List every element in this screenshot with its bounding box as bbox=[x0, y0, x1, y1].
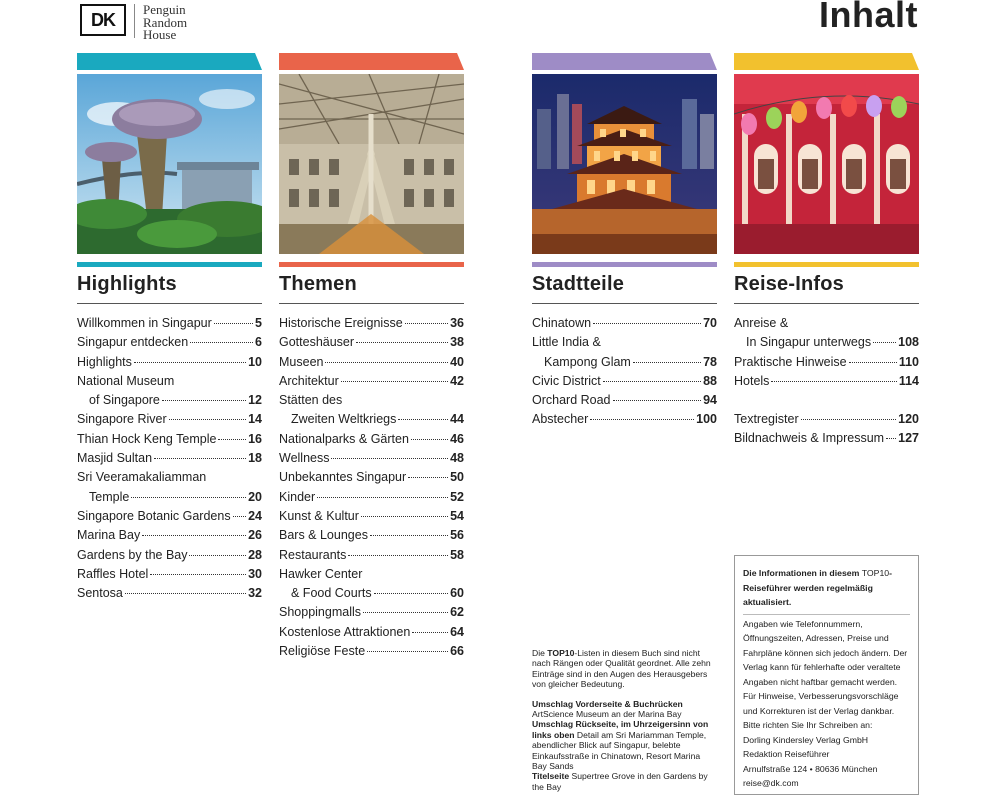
toc-entry-line bbox=[279, 526, 464, 545]
toc-entry-label: Civic District bbox=[532, 373, 601, 388]
toc-entry[interactable] bbox=[77, 333, 262, 352]
credit-label: Titelseite bbox=[532, 771, 570, 782]
toc-page-number: 10 bbox=[248, 354, 262, 369]
dot-leader bbox=[154, 458, 246, 459]
cover-front-credit bbox=[532, 699, 712, 720]
toc-page-number: 40 bbox=[450, 354, 464, 369]
toc-entry-label: Stätten des bbox=[279, 393, 343, 408]
credit-label: Umschlag Vorderseite & Buchrücken bbox=[532, 698, 683, 709]
toc-page-number: 78 bbox=[703, 354, 717, 369]
toc-page-number: 42 bbox=[450, 373, 464, 388]
toc-entry[interactable] bbox=[532, 410, 717, 429]
dot-leader bbox=[849, 362, 897, 363]
dot-leader bbox=[348, 555, 448, 556]
toc-entry-line-continued bbox=[77, 372, 262, 391]
toc-entry-label: Highlights bbox=[77, 354, 132, 369]
toc-entry-label: Religiöse Feste bbox=[279, 644, 366, 659]
dot-leader bbox=[590, 419, 694, 420]
section-reiseinfos bbox=[734, 53, 919, 449]
toc-entry-line bbox=[279, 507, 464, 526]
toc-entry-line bbox=[279, 642, 464, 661]
toc-entry-line bbox=[279, 353, 464, 372]
toc-entry-line bbox=[77, 449, 262, 468]
dk-logo: DK bbox=[80, 4, 126, 36]
toc-entry[interactable] bbox=[279, 430, 464, 449]
toc-entry-label: Singapur entdecken bbox=[77, 335, 189, 350]
section-title: Reise-Infos bbox=[734, 273, 919, 304]
toc-page-number: 127 bbox=[898, 431, 919, 446]
toc-entry-label: Hotels bbox=[734, 373, 770, 388]
publisher-address bbox=[743, 733, 910, 791]
toc-entry-label: Textregister bbox=[734, 412, 799, 427]
dot-leader bbox=[131, 497, 246, 498]
toc-page-number: 5 bbox=[255, 316, 262, 330]
top10-mark: TOP10 bbox=[861, 568, 890, 578]
toc-entry[interactable] bbox=[279, 372, 464, 391]
toc-page-number: 88 bbox=[703, 373, 717, 388]
note-text: Die bbox=[532, 648, 548, 658]
toc-entry-label: Masjid Sultan bbox=[77, 451, 153, 466]
toc-entry-line bbox=[734, 333, 919, 352]
toc-entry[interactable] bbox=[532, 314, 717, 333]
toc-entry-line bbox=[734, 372, 919, 391]
section-photo bbox=[734, 74, 919, 254]
dot-leader bbox=[341, 381, 448, 382]
toc-entry-line bbox=[279, 449, 464, 468]
section-bar bbox=[734, 262, 919, 267]
toc-entry-label: Kinder bbox=[279, 489, 316, 504]
toc-entry-line bbox=[532, 372, 717, 391]
toc-page-number: 70 bbox=[703, 316, 717, 330]
toc-entry[interactable] bbox=[77, 449, 262, 468]
toc-entry-line bbox=[734, 410, 919, 429]
section-title: Highlights bbox=[77, 273, 262, 304]
section-bar bbox=[77, 262, 262, 267]
toc-page-number: 20 bbox=[248, 489, 262, 504]
dot-leader bbox=[613, 400, 702, 401]
toc-entry-label: Thian Hock Keng Temple bbox=[77, 431, 217, 446]
credit-text: ArtScience Museum an der Marina Bay bbox=[532, 709, 682, 720]
toc-page-number: 64 bbox=[450, 624, 464, 639]
dot-leader bbox=[325, 362, 448, 363]
ranking-note bbox=[532, 648, 712, 690]
toc-entry-label: Kunst & Kultur bbox=[279, 508, 359, 523]
toc-entry[interactable] bbox=[279, 623, 464, 642]
toc-entry-label: In Singapur unterwegs bbox=[746, 335, 872, 350]
toc-entry[interactable] bbox=[532, 333, 717, 372]
toc-page-number: 24 bbox=[248, 508, 262, 523]
toc-entry[interactable] bbox=[279, 642, 464, 661]
toc-entry[interactable] bbox=[279, 314, 464, 333]
toc-entry[interactable] bbox=[77, 565, 262, 584]
toc-entry-label: Marina Bay bbox=[77, 528, 141, 543]
toc-page-number: 48 bbox=[450, 451, 464, 466]
dot-leader bbox=[603, 381, 701, 382]
address-line: Dorling Kindersley Verlag GmbH bbox=[743, 734, 869, 745]
toc-entry[interactable] bbox=[279, 391, 464, 430]
toc-entry-line bbox=[279, 468, 464, 487]
info-box-heading bbox=[743, 566, 910, 610]
toc-list bbox=[77, 314, 262, 603]
section-themen bbox=[279, 53, 464, 661]
dot-leader bbox=[633, 362, 701, 363]
dot-leader bbox=[411, 439, 448, 440]
dot-leader bbox=[190, 342, 253, 343]
dot-leader bbox=[356, 342, 448, 343]
toc-page-number: 16 bbox=[248, 431, 262, 446]
imprint-logo bbox=[143, 4, 187, 42]
section-tab bbox=[734, 53, 919, 70]
toc-list bbox=[279, 314, 464, 661]
dot-leader bbox=[218, 439, 246, 440]
toc-entry-line bbox=[77, 507, 262, 526]
toc-entry-label: Temple bbox=[89, 489, 130, 504]
toc-entry-label: & Food Courts bbox=[291, 586, 372, 601]
info-text: Die Informationen in diesem bbox=[743, 568, 862, 578]
toc-entry-line bbox=[77, 526, 262, 545]
toc-entry-label: Little India & bbox=[532, 335, 601, 350]
toc-entry[interactable] bbox=[279, 468, 464, 487]
toc-entry-line bbox=[279, 314, 464, 333]
address-line: Redaktion Reiseführer bbox=[743, 749, 830, 759]
info-text: -Reiseführer werden regelmäßig aktualisiert. bbox=[743, 568, 893, 607]
toc-entry-line bbox=[77, 565, 262, 584]
dot-leader bbox=[162, 400, 246, 401]
toc-entry-label: Sri Veeramakaliamman bbox=[77, 470, 207, 485]
dot-leader bbox=[408, 477, 448, 478]
toc-entry-label: Zweiten Weltkriegs bbox=[291, 412, 397, 427]
toc-page-number: 54 bbox=[450, 508, 464, 523]
toc-entry[interactable] bbox=[77, 353, 262, 372]
toc-page-number: 100 bbox=[696, 412, 717, 427]
toc-entry-label: Kostenlose Attraktionen bbox=[279, 624, 411, 639]
toc-entry-line bbox=[77, 410, 262, 429]
toc-entry-label: Gotteshäuser bbox=[279, 335, 355, 350]
title-page-credit bbox=[532, 771, 712, 792]
dot-leader bbox=[412, 632, 448, 633]
architecture-photo bbox=[279, 74, 464, 254]
legal-notes bbox=[532, 648, 712, 792]
shophouse-lanterns-photo bbox=[734, 74, 919, 254]
toc-page-number: 28 bbox=[248, 547, 262, 562]
toc-entry-line bbox=[279, 584, 464, 603]
toc-entry-line bbox=[77, 353, 262, 372]
section-title: Themen bbox=[279, 273, 464, 304]
dot-leader bbox=[142, 535, 246, 536]
toc-entry[interactable] bbox=[279, 603, 464, 622]
top10-mark: TOP10 bbox=[547, 648, 575, 658]
toc-entry-line bbox=[77, 488, 262, 507]
toc-entry-line bbox=[279, 372, 464, 391]
section-photo bbox=[77, 74, 262, 254]
toc-entry[interactable] bbox=[77, 314, 262, 333]
toc-entry-line bbox=[279, 430, 464, 449]
toc-entry-label: Praktische Hinweise bbox=[734, 354, 847, 369]
section-bar bbox=[532, 262, 717, 267]
temple-night-photo bbox=[532, 74, 717, 254]
credit-text: Supertree Grove in den Gardens by the Bay bbox=[532, 771, 708, 792]
page-title: Inhalt bbox=[819, 0, 918, 35]
toc-page-number: 62 bbox=[450, 605, 464, 620]
toc-entry-label: Bars & Lounges bbox=[279, 528, 368, 543]
toc-entry-line bbox=[532, 391, 717, 410]
section-photo bbox=[279, 74, 464, 254]
toc-page-number: 114 bbox=[898, 373, 919, 388]
toc-entry-label: Chinatown bbox=[532, 316, 592, 330]
toc-entry[interactable] bbox=[734, 372, 919, 391]
toc-entry-label: Raffles Hotel bbox=[77, 566, 149, 581]
toc-entry-line bbox=[77, 333, 262, 352]
dot-leader bbox=[317, 497, 448, 498]
toc-entry[interactable] bbox=[77, 410, 262, 429]
toc-page-number: 26 bbox=[248, 528, 262, 543]
toc-page-number: 46 bbox=[450, 431, 464, 446]
dot-leader bbox=[150, 574, 246, 575]
toc-entry[interactable] bbox=[279, 488, 464, 507]
toc-entry-line-continued bbox=[279, 391, 464, 410]
toc-page-number: 52 bbox=[450, 489, 464, 504]
dot-leader bbox=[405, 323, 448, 324]
credit-label: Umschlag Rückseite, im Uhrzeigersinn von links oben bbox=[532, 719, 709, 740]
toc-spacer bbox=[734, 391, 919, 410]
toc-entry[interactable] bbox=[734, 410, 919, 429]
toc-entry-label: Orchard Road bbox=[532, 393, 611, 408]
toc-entry-label: National Museum bbox=[77, 373, 175, 388]
toc-entry[interactable] bbox=[77, 584, 262, 603]
section-highlights bbox=[77, 53, 262, 603]
dot-leader bbox=[189, 555, 246, 556]
toc-list bbox=[532, 314, 717, 430]
toc-page-number: 44 bbox=[450, 412, 464, 427]
toc-entry-line bbox=[279, 603, 464, 622]
toc-entry-line bbox=[734, 429, 919, 448]
toc-entry[interactable] bbox=[279, 353, 464, 372]
toc-entry-line bbox=[279, 623, 464, 642]
imprint-line: Penguin bbox=[143, 2, 186, 17]
toc-entry-line bbox=[77, 314, 262, 333]
dot-leader bbox=[370, 535, 448, 536]
toc-entry-label: Gardens by the Bay bbox=[77, 547, 188, 562]
toc-entry[interactable] bbox=[77, 468, 262, 507]
toc-entry[interactable] bbox=[734, 314, 919, 353]
toc-entry-label: Willkommen in Singapur bbox=[77, 316, 212, 330]
dot-leader bbox=[363, 612, 448, 613]
toc-entry-label: Hawker Center bbox=[279, 566, 363, 581]
toc-page-number: 32 bbox=[248, 586, 262, 601]
dot-leader bbox=[801, 419, 897, 420]
info-box-body: Angaben wie Telefonnummern, Öffnungszeiten, Adressen, Preise und Fahrpläne können sich jedoch ändern. Der Verlag kann für fehlerhafte oder veraltete Angaben nicht haftbar gemacht werden. Für Hinweise, Verbesserungsvorschläge und Korrekturen ist der Verlag dankbar. Bitte richten Sie Ihr Schreiben an: bbox=[743, 618, 908, 730]
toc-entry[interactable] bbox=[279, 507, 464, 526]
toc-page-number: 14 bbox=[248, 412, 262, 427]
imprint-line: House bbox=[143, 27, 177, 42]
toc-page-number: 50 bbox=[450, 470, 464, 485]
supertree-photo bbox=[77, 74, 262, 254]
toc-entry-line bbox=[279, 333, 464, 352]
toc-entry-label: Nationalparks & Gärten bbox=[279, 431, 409, 446]
toc-entry[interactable] bbox=[77, 430, 262, 449]
toc-entry-line-continued bbox=[734, 314, 919, 333]
toc-entry[interactable] bbox=[279, 565, 464, 604]
toc-entry-line bbox=[532, 353, 717, 372]
toc-page-number: 60 bbox=[450, 586, 464, 601]
toc-entry[interactable] bbox=[77, 546, 262, 565]
toc-entry-label: Sentosa bbox=[77, 586, 123, 601]
dot-leader bbox=[771, 381, 896, 382]
address-line: Arnulfstraße 124 • 80636 München bbox=[743, 763, 878, 774]
dot-leader bbox=[214, 323, 253, 324]
toc-page-number: 12 bbox=[248, 393, 262, 408]
cover-back-credit bbox=[532, 719, 712, 771]
dot-leader bbox=[873, 342, 896, 343]
section-photo bbox=[532, 74, 717, 254]
toc-entry[interactable] bbox=[77, 507, 262, 526]
toc-entry[interactable] bbox=[532, 372, 717, 391]
dot-leader bbox=[593, 323, 701, 324]
toc-list bbox=[734, 314, 919, 449]
toc-entry[interactable] bbox=[734, 429, 919, 448]
toc-entry-label: Historische Ereignisse bbox=[279, 316, 403, 330]
toc-entry-label: Abstecher bbox=[532, 412, 589, 427]
toc-entry-label: Museen bbox=[279, 354, 324, 369]
imprint-line: Random bbox=[143, 14, 188, 30]
toc-entry-label: Singapore River bbox=[77, 412, 167, 427]
toc-entry-label: Kampong Glam bbox=[544, 354, 631, 369]
dot-leader bbox=[331, 458, 448, 459]
toc-entry-line bbox=[77, 546, 262, 565]
logo-divider bbox=[134, 4, 135, 38]
toc-entry[interactable] bbox=[77, 372, 262, 411]
dot-leader bbox=[361, 516, 448, 517]
toc-page-number: 30 bbox=[248, 566, 262, 581]
dot-leader bbox=[169, 419, 246, 420]
dot-leader bbox=[398, 419, 448, 420]
email-link[interactable]: reise@dk.com bbox=[743, 778, 799, 788]
toc-entry-label: Wellness bbox=[279, 451, 330, 466]
toc-entry-label: of Singapore bbox=[89, 393, 160, 408]
toc-entry[interactable] bbox=[279, 333, 464, 352]
toc-entry[interactable] bbox=[77, 526, 262, 545]
toc-entry-line bbox=[532, 410, 717, 429]
toc-entry-line bbox=[77, 391, 262, 410]
toc-page-number: 6 bbox=[255, 335, 262, 350]
toc-entry-line bbox=[532, 314, 717, 333]
toc-entry-label: Unbekanntes Singapur bbox=[279, 470, 407, 485]
dot-leader bbox=[374, 593, 449, 594]
section-bar bbox=[279, 262, 464, 267]
toc-entry-line-continued bbox=[279, 565, 464, 584]
dot-leader bbox=[367, 651, 448, 652]
dot-leader bbox=[233, 516, 247, 517]
section-stadtteile bbox=[532, 53, 717, 430]
update-info-box bbox=[734, 555, 919, 795]
dot-leader bbox=[125, 593, 246, 594]
toc-entry-line bbox=[77, 584, 262, 603]
toc-page-number: 108 bbox=[898, 335, 919, 350]
publisher-logo bbox=[80, 4, 187, 42]
toc-page-number: 120 bbox=[898, 412, 919, 427]
toc-page-number: 110 bbox=[898, 354, 919, 369]
toc-entry-line bbox=[734, 353, 919, 372]
section-tab bbox=[279, 53, 464, 70]
toc-entry-label: Restaurants bbox=[279, 547, 347, 562]
toc-entry-line-continued bbox=[532, 333, 717, 352]
section-title: Stadtteile bbox=[532, 273, 717, 304]
toc-page-number: 38 bbox=[450, 335, 464, 350]
toc-page-number: 66 bbox=[450, 644, 464, 659]
toc-entry-line bbox=[77, 430, 262, 449]
section-tab bbox=[532, 53, 717, 70]
credit-text: Detail am Sri Mariamman Temple, abendlicher Blick auf Singapur, belebte Einkaufsstraße in Chinatown, Resort Marina Bay Sands bbox=[532, 729, 707, 772]
toc-entry-line-continued bbox=[77, 468, 262, 487]
section-tab bbox=[77, 53, 262, 70]
toc-page-number: 94 bbox=[703, 393, 717, 408]
toc-page-number: 56 bbox=[450, 528, 464, 543]
dot-leader bbox=[134, 362, 246, 363]
info-box-divider bbox=[743, 614, 910, 615]
toc-entry-label: Architektur bbox=[279, 373, 339, 388]
toc-entry[interactable] bbox=[734, 353, 919, 372]
toc-entry[interactable] bbox=[279, 546, 464, 565]
note-text: -Listen in diesem Buch sind nicht nach Rängen oder Qualität geordnet. Alle zehn Einträge sind in den Augen des Herausgebers von gleicher Bedeutung. bbox=[532, 648, 711, 690]
toc-entry-line bbox=[279, 410, 464, 429]
toc-entry-label: Anreise & bbox=[734, 316, 789, 330]
toc-entry-label: Singapore Botanic Gardens bbox=[77, 508, 231, 523]
toc-page-number: 36 bbox=[450, 316, 464, 330]
toc-page-number: 18 bbox=[248, 451, 262, 466]
dot-leader bbox=[886, 438, 896, 439]
toc-entry[interactable] bbox=[279, 526, 464, 545]
toc-page-number: 58 bbox=[450, 547, 464, 562]
toc-entry-line bbox=[279, 546, 464, 565]
toc-entry-label: Shoppingmalls bbox=[279, 605, 361, 620]
toc-entry-line bbox=[279, 488, 464, 507]
toc-entry[interactable] bbox=[532, 391, 717, 410]
toc-entry[interactable] bbox=[279, 449, 464, 468]
toc-entry-label: Bildnachweis & Impressum bbox=[734, 431, 885, 446]
